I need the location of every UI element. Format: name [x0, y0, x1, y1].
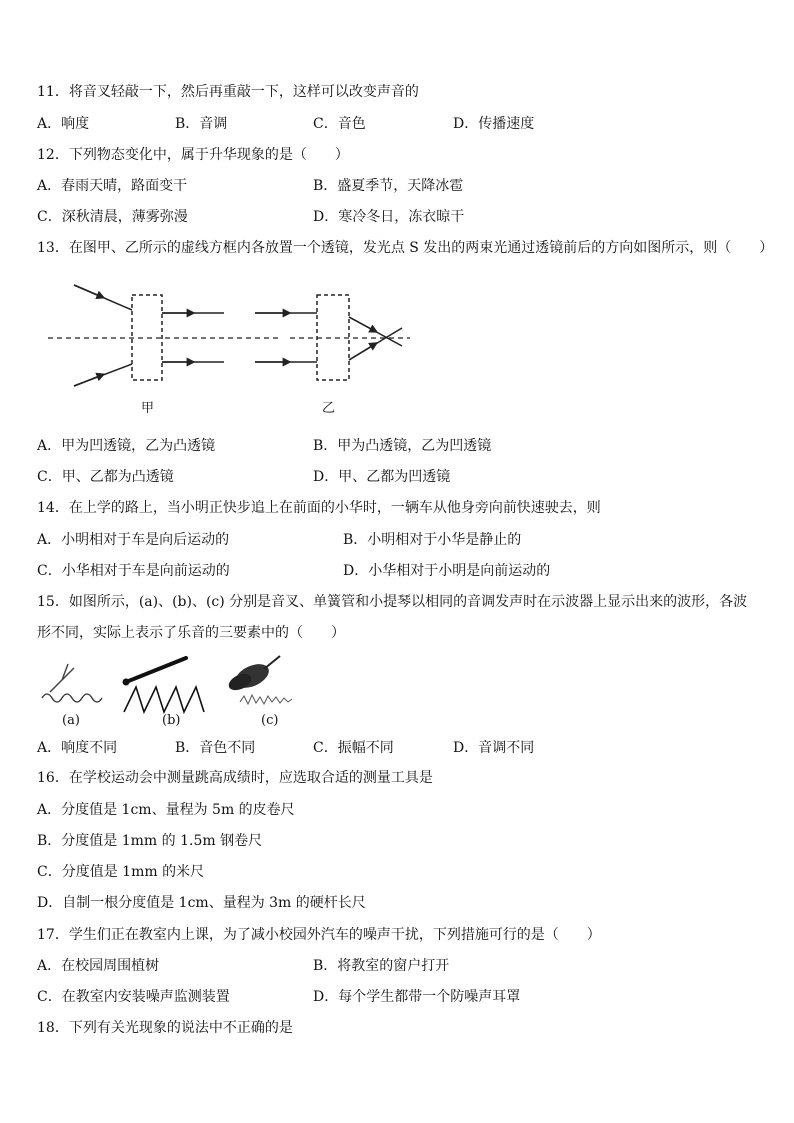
- q13-option-c: C．甲、乙都为凸透镜: [37, 469, 174, 485]
- q12-option-a: A．春雨天晴，路面变干: [37, 178, 188, 194]
- q15-stem-line2: 形不同，实际上表示了乐音的三要素中的（ ）: [37, 625, 345, 641]
- violin-icon: [226, 656, 280, 693]
- q15-figure-label-a: (a): [62, 713, 80, 728]
- q15-option-d: D．音调不同: [453, 740, 535, 756]
- q12-option-b: B．盛夏季节，天降冰雹: [313, 178, 464, 194]
- q11-stem: 11．将音叉轻敲一下，然后再重敲一下，这样可以改变声音的: [37, 84, 419, 100]
- q15-option-c: C．振幅不同: [313, 740, 394, 756]
- q11-option-b: B．音调: [175, 116, 228, 132]
- q13-option-b: B．甲为凸透镜，乙为凹透镜: [313, 438, 492, 454]
- q16-option-d: D．自制一根分度值是 1cm、量程为 3m 的硬杆长尺: [37, 895, 366, 911]
- q16-option-a: A．分度值是 1cm、量程为 5m 的皮卷尺: [37, 802, 295, 818]
- q13-figure-label-jia: 甲: [141, 401, 155, 416]
- q15-figure-label-b: (b): [162, 713, 181, 728]
- q16-option-c: C．分度值是 1mm 的米尺: [37, 864, 205, 880]
- q17-option-d: D．每个学生都带一个防噪声耳罩: [313, 989, 521, 1005]
- q17-option-a: A．在校园周围植树: [37, 958, 160, 974]
- q14-option-d: D．小华相对于小明是向前运动的: [343, 563, 551, 579]
- q15-figure-label-c: (c): [261, 713, 279, 728]
- q12-option-d: D．寒冷冬日，冻衣晾干: [313, 209, 465, 225]
- q14-option-a: A．小明相对于车是向后运动的: [37, 532, 230, 548]
- q17-stem: 17．学生们正在教室内上课，为了减小校园外汽车的噪声干扰，下列措施可行的是（ ）: [37, 927, 601, 943]
- q13-lens-figure: [40, 280, 420, 420]
- q18-stem: 18．下列有关光现象的说法中不正确的是: [37, 1020, 293, 1036]
- q13-option-a: A．甲为凹透镜，乙为凸透镜: [37, 438, 216, 454]
- clarinet-icon: [123, 658, 187, 686]
- q12-option-c: C．深秋清晨，薄雾弥漫: [37, 209, 188, 225]
- q11-option-d: D．传播速度: [453, 116, 535, 132]
- q15-option-b: B．音色不同: [175, 740, 256, 756]
- q11-option-a: A．响度: [37, 116, 90, 132]
- q14-stem: 14．在上学的路上，当小明正快步追上在前面的小华时，一辆车从他身旁向前快速驶去，则: [37, 500, 601, 516]
- q17-option-c: C．在教室内安装噪声监测装置: [37, 989, 230, 1005]
- q16-stem: 16．在学校运动会中测量跳高成绩时，应选取合适的测量工具是: [37, 770, 433, 786]
- q13-option-d: D．甲、乙都为凹透镜: [313, 469, 451, 485]
- q14-option-b: B．小明相对于小华是静止的: [343, 532, 522, 548]
- q11-option-c: C．音色: [313, 116, 366, 132]
- q15-stem-line1: 15．如图所示，(a)、(b)、(c) 分别是音叉、单簧管和小提琴以相同的音调发声时在示波器上显示出来的波形，各波: [37, 594, 748, 610]
- q16-option-b: B．分度值是 1mm 的 1.5m 钢卷尺: [37, 833, 263, 849]
- q13-figure-label-yi: 乙: [322, 401, 336, 416]
- q13-stem: 13．在图甲、乙所示的虚线方框内各放置一个透镜，发光点 S 发出的两束光通过透镜前后的方向如图所示，则（ ）: [37, 240, 774, 256]
- q15-waveform-figure: [40, 652, 310, 714]
- q15-option-a: A．响度不同: [37, 740, 118, 756]
- tuning-fork-icon: [50, 664, 74, 692]
- q14-option-c: C．小华相对于车是向前运动的: [37, 563, 230, 579]
- q12-stem: 12．下列物态变化中，属于升华现象的是（ ）: [37, 147, 349, 163]
- q17-option-b: B．将教室的窗户打开: [313, 958, 450, 974]
